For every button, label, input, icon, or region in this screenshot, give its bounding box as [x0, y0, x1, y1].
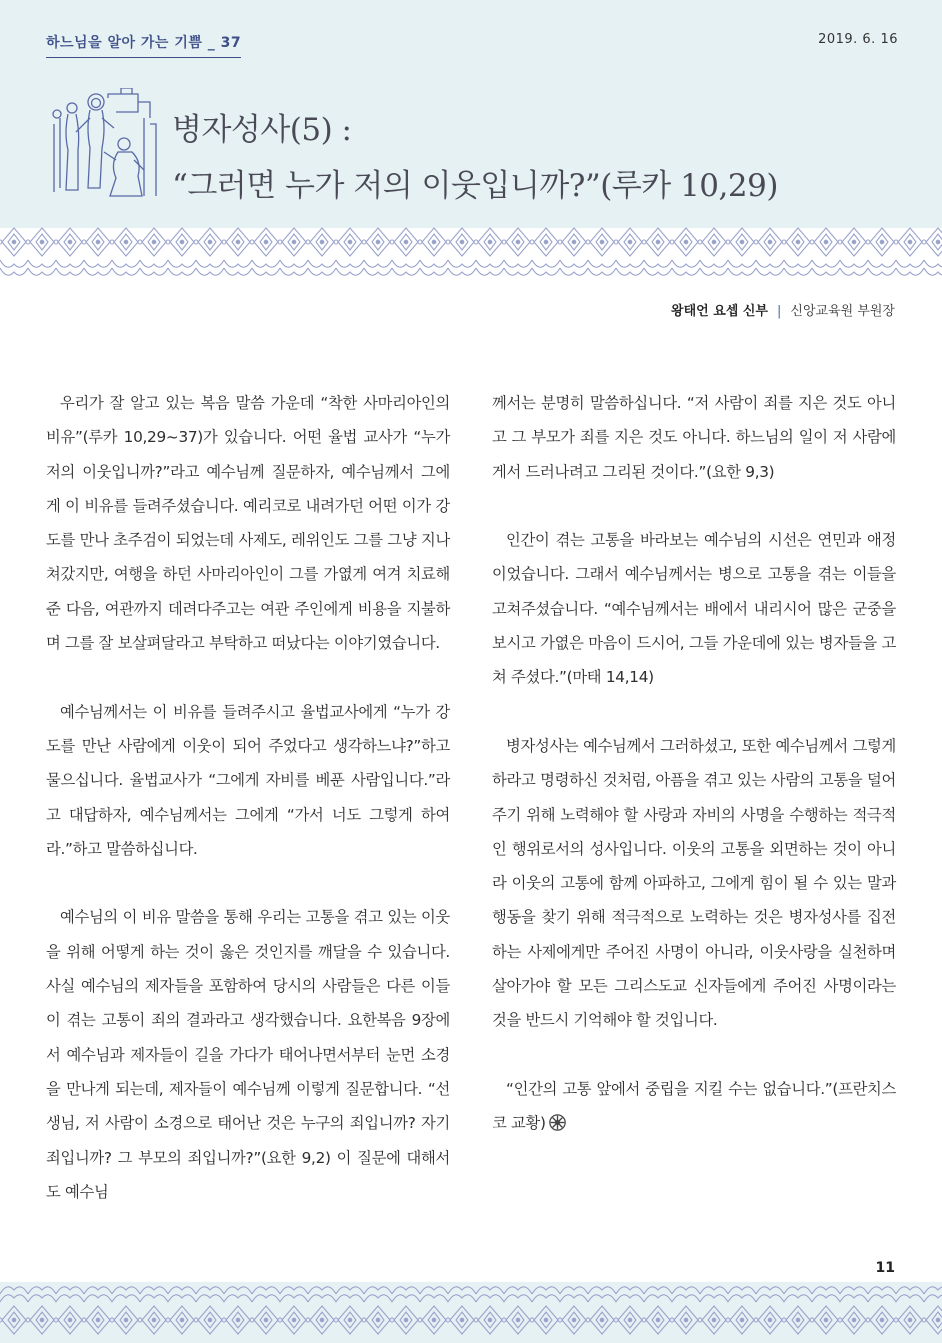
paragraph: 우리가 잘 알고 있는 복음 말씀 가운데 “착한 사마리아인의 비유”(루카 10,29~37)가 있습니다. 어떤 율법 교사가 “누가 저의 이웃입니까?”라고 예수님께 질문하자, 예수님께서 그에게 이 비유를 들려주셨습니다. 예리코로 내려가던 어떤 이가 강도를 만나 초주검이 되었는데 사제도, 레위인도 그를 그냥 지나쳐갔지만, 여행을 하던 사마리아인이 그를 가엾게 여겨 치료해준 다음, 여관까지 데려다주고는 여관 주인에게 비용을 지불하며 그를 잘 보살펴달라고 부탁하고 떠났다는 이야기였습니다. — [46, 394, 450, 653]
article-title-line1: 병자성사(5) : — [172, 112, 352, 148]
lace-border-top — [0, 224, 942, 282]
paragraph: 인간이 겪는 고통을 바라보는 예수님의 시선은 연민과 애정이었습니다. 그래서 예수님께서는 병으로 고통을 겪는 이들을 고쳐주셨습니다. “예수님께서는 배에서 내리시어 많은 군중을 보시고 가엾은 마음이 드시어, 그들 가운데에 있는 병자들을 고쳐 주셨다.”(마태 14,14) — [492, 531, 896, 687]
issue-date: 2019. 6. 16 — [818, 32, 898, 47]
author-role: 신앙교육원 부원장 — [790, 304, 895, 319]
closing-quote: “인간의 고통 앞에서 중립을 지킬 수는 없습니다.”(프란치스코 교황) — [492, 1079, 896, 1133]
paragraph: 예수님의 이 비유 말씀을 통해 우리는 고통을 겪고 있는 이웃을 위해 어떻게 하는 것이 옳은 것인지를 깨달을 수 있습니다. 사실 예수님의 제자들을 포함하여 당시의 사람들은 다른 이들이 겪는 고통이 죄의 결과라고 생각했습니다. 요한복음 9장에서 예수님과 제자들이 길을 가다가 태어나면서부터 눈먼 소경을 만나게 되는데, 제자들이 예수님께 이렇게 질문합니다. “선생님, 저 사람이 소경으로 태어난 것은 누구의 죄입니까? 자기 죄입니까? 그 부모의 죄입니까?”(요한 9,2) 이 질문에 대해서도 예수님 — [46, 908, 450, 1201]
article-column-right — [492, 386, 896, 1141]
byline-separator: | — [777, 304, 782, 319]
article-column-left — [46, 386, 450, 1209]
series-label: 하느님을 알아 가는 기쁨 _ 37 — [46, 32, 241, 58]
paragraph: 께서는 분명히 말씀하십니다. “저 사람이 죄를 지은 것도 아니고 그 부모가 죄를 지은 것도 아니다. 하느님의 일이 저 사람에게서 드러나려고 그리된 것이다.”(요한 9,3) — [492, 394, 896, 481]
end-of-article-ornament-icon — [549, 1114, 566, 1131]
lace-border-bottom — [0, 1282, 942, 1343]
article-title-line2: “그러면 누가 저의 이웃입니까?”(루카 10,29) — [172, 168, 778, 204]
author-name: 왕태언 요셉 신부 — [671, 304, 768, 319]
jesus-healing-sick-illustration-icon — [46, 88, 164, 198]
author-byline — [671, 300, 895, 319]
paragraph: 예수님께서는 이 비유를 들려주시고 율법교사에게 “누가 강도를 만난 사람에게 이웃이 되어 주었다고 생각하느냐?”하고 물으십니다. 율법교사가 “그에게 자비를 베푼 사람입니다.”라고 대답하자, 예수님께서는 그에게 “가서 너도 그렇게 하여라.”하고 말씀하십니다. — [46, 702, 450, 858]
paragraph: 병자성사는 예수님께서 그러하셨고, 또한 예수님께서 그렇게 하라고 명령하신 것처럼, 아픔을 겪고 있는 사람의 고통을 덜어주기 위해 노력해야 할 사랑과 자비의 사명을 수행하는 적극적인 행위로서의 성사입니다. 이웃의 고통을 외면하는 것이 아니라 이웃의 고통에 함께 아파하고, 그에게 힘이 될 수 있는 말과 행동을 찾기 위해 적극적으로 노력하는 것은 병자성사를 집전하는 사제에게만 주어진 사명이 아니라, 이웃사랑을 실천하며 살아가야 할 모든 그리스도교 신자들에게 주어진 사명이라는 것을 반드시 기억해야 할 것입니다. — [492, 736, 896, 1030]
closing-paragraph — [492, 1072, 896, 1141]
page-number: 11 — [875, 1260, 895, 1276]
